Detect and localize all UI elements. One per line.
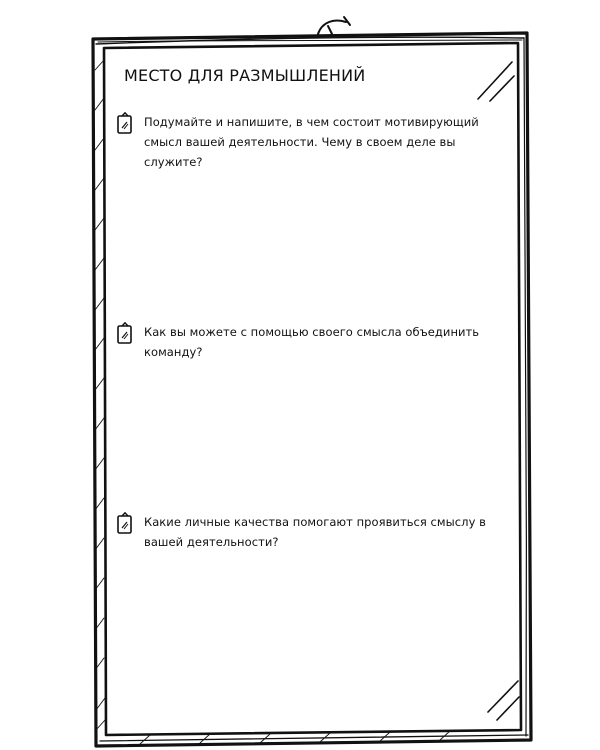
hook-icon bbox=[318, 17, 350, 34]
pencil-note-icon bbox=[116, 512, 134, 536]
page-title: МЕСТО ДЛЯ РАЗМЫШЛЕНИЙ bbox=[124, 66, 366, 85]
question-text: Какие личные качества помогают проявиться смыслу в вашей деятельности? bbox=[144, 515, 486, 549]
glass-glare-bottom-right bbox=[488, 681, 519, 720]
question-2 bbox=[116, 322, 516, 362]
pencil-note-icon bbox=[116, 112, 134, 136]
glass-glare-top-right bbox=[478, 62, 514, 101]
question-1 bbox=[116, 112, 516, 172]
question-text: Подумайте и напишите, в чем состоит мотивирующий смысл вашей деятельности. Чему в своем деле вы служите? bbox=[144, 115, 479, 169]
pencil-note-icon bbox=[116, 322, 134, 346]
question-3 bbox=[116, 512, 516, 552]
question-text: Как вы можете с помощью своего смысла объединить команду? bbox=[144, 325, 480, 359]
